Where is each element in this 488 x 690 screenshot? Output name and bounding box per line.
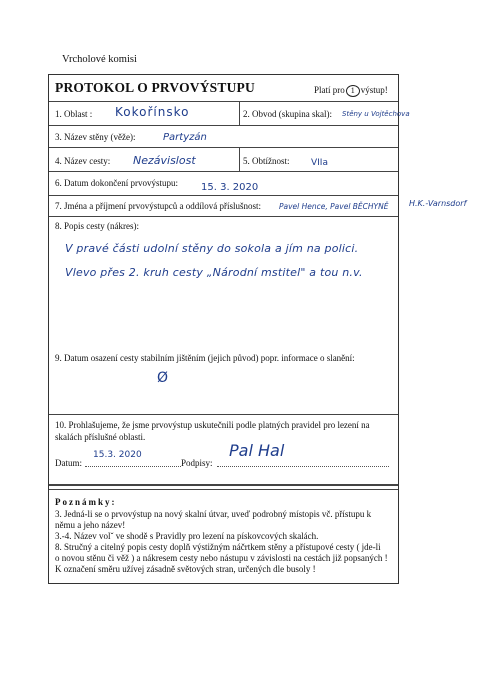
obvod-value[interactable]: Stěny u Vojtěchova [342, 110, 410, 118]
popis-line-1[interactable]: V pravé části udolní stěny do sokola a jím na polici. [65, 242, 359, 255]
divider [239, 147, 240, 171]
podpisy-label: Podpisy: [181, 458, 213, 468]
page-header-label: Vrcholové komisi [62, 54, 137, 65]
popis-line-2[interactable]: Vlevo přes 2. kruh cesty „Národní mstitel" a tou n.v. [65, 266, 363, 279]
divider [49, 489, 398, 490]
obvod-label: 2. Obvod (skupina skal): [243, 109, 332, 119]
datum-dokonceni-value[interactable]: 15. 3. 2020 [201, 182, 259, 193]
divider [49, 147, 398, 148]
prohlaseni-line-1: 10. Prohlašujeme, že jsme prvovýstup uskutečnili podle platných pravidel pro lezení na [55, 420, 370, 430]
cesta-label: 4. Název cesty: [55, 156, 111, 166]
form-title: PROTOKOL O PRVOVÝSTUPU [55, 80, 255, 95]
datum-label: Datum: [55, 458, 82, 468]
plati-pro-note: Platí pro 1 výstup! [314, 85, 388, 95]
prohlaseni-line-2: skalách příslušné oblasti. [55, 432, 146, 442]
note-line: němu a jeho název! [55, 520, 126, 530]
osazeni-label: 9. Datum osazení cesty stabilním jištěním (jejich původ) popr. informace o slanění: [55, 353, 355, 363]
jmena-value[interactable]: Pavel Hence, Pavel BĚCHYNĚ [279, 202, 389, 211]
circled-number: 1 [346, 85, 360, 97]
divider [49, 125, 398, 126]
datum-value[interactable]: 15.3. 2020 [93, 450, 142, 460]
note-line: 3.-4. Název volˇ ve shodě s Pravidly pro lezení na pískovcových skalách. [55, 531, 319, 541]
oblast-label: 1. Oblast : [55, 109, 93, 119]
divider [49, 101, 398, 102]
divider [49, 171, 398, 172]
divider [49, 414, 398, 415]
cesta-value[interactable]: Nezávislost [133, 154, 196, 167]
note-line: K označení směru užívej zásadně světových stran, určených dle busoly ! [55, 564, 316, 574]
jmena-label: 7. Jména a příjmení prvovýstupců a oddílová příslušnost: [55, 201, 261, 211]
obtiznost-label: 5. Obtížnost: [243, 156, 290, 166]
obtiznost-value[interactable]: VIIa [311, 158, 328, 168]
oblast-value[interactable]: Kokořínsko [115, 105, 190, 119]
divider [49, 216, 398, 217]
protocol-form [48, 74, 410, 584]
popis-label: 8. Popis cesty (nákres): [55, 221, 139, 231]
podpisy-dotted-line [217, 466, 389, 467]
note-line: o novou stěnu či věž ) a nákresem cesty nebo nástupu v závislosti na cestách již popsaných ! [55, 553, 388, 563]
note-line: 8. Stručný a citelný popis cesty doplň výstižným náčrtkem stěny a přístupové cesty ( jde-li [55, 542, 381, 552]
divider [239, 101, 240, 125]
divider [49, 195, 398, 196]
osazeni-value[interactable]: Ø [157, 370, 169, 386]
stena-label: 3. Název stěny (věže): [55, 132, 136, 142]
stena-value[interactable]: Partyzán [163, 132, 207, 143]
note-line: 3. Jedná-li se o prvovýstup na nový skalní útvar, uveď podrobný místopis vč. přístupu k [55, 509, 372, 519]
datum-dotted-line [85, 466, 181, 467]
notes-heading: Poznámky: [55, 497, 117, 507]
datum-dokonceni-label: 6. Datum dokončení prvovýstupu: [55, 178, 178, 188]
divider [49, 484, 398, 486]
signatures: Pal Hal [229, 441, 285, 460]
club-affiliation: H.K.-Varnsdorf [409, 199, 467, 208]
